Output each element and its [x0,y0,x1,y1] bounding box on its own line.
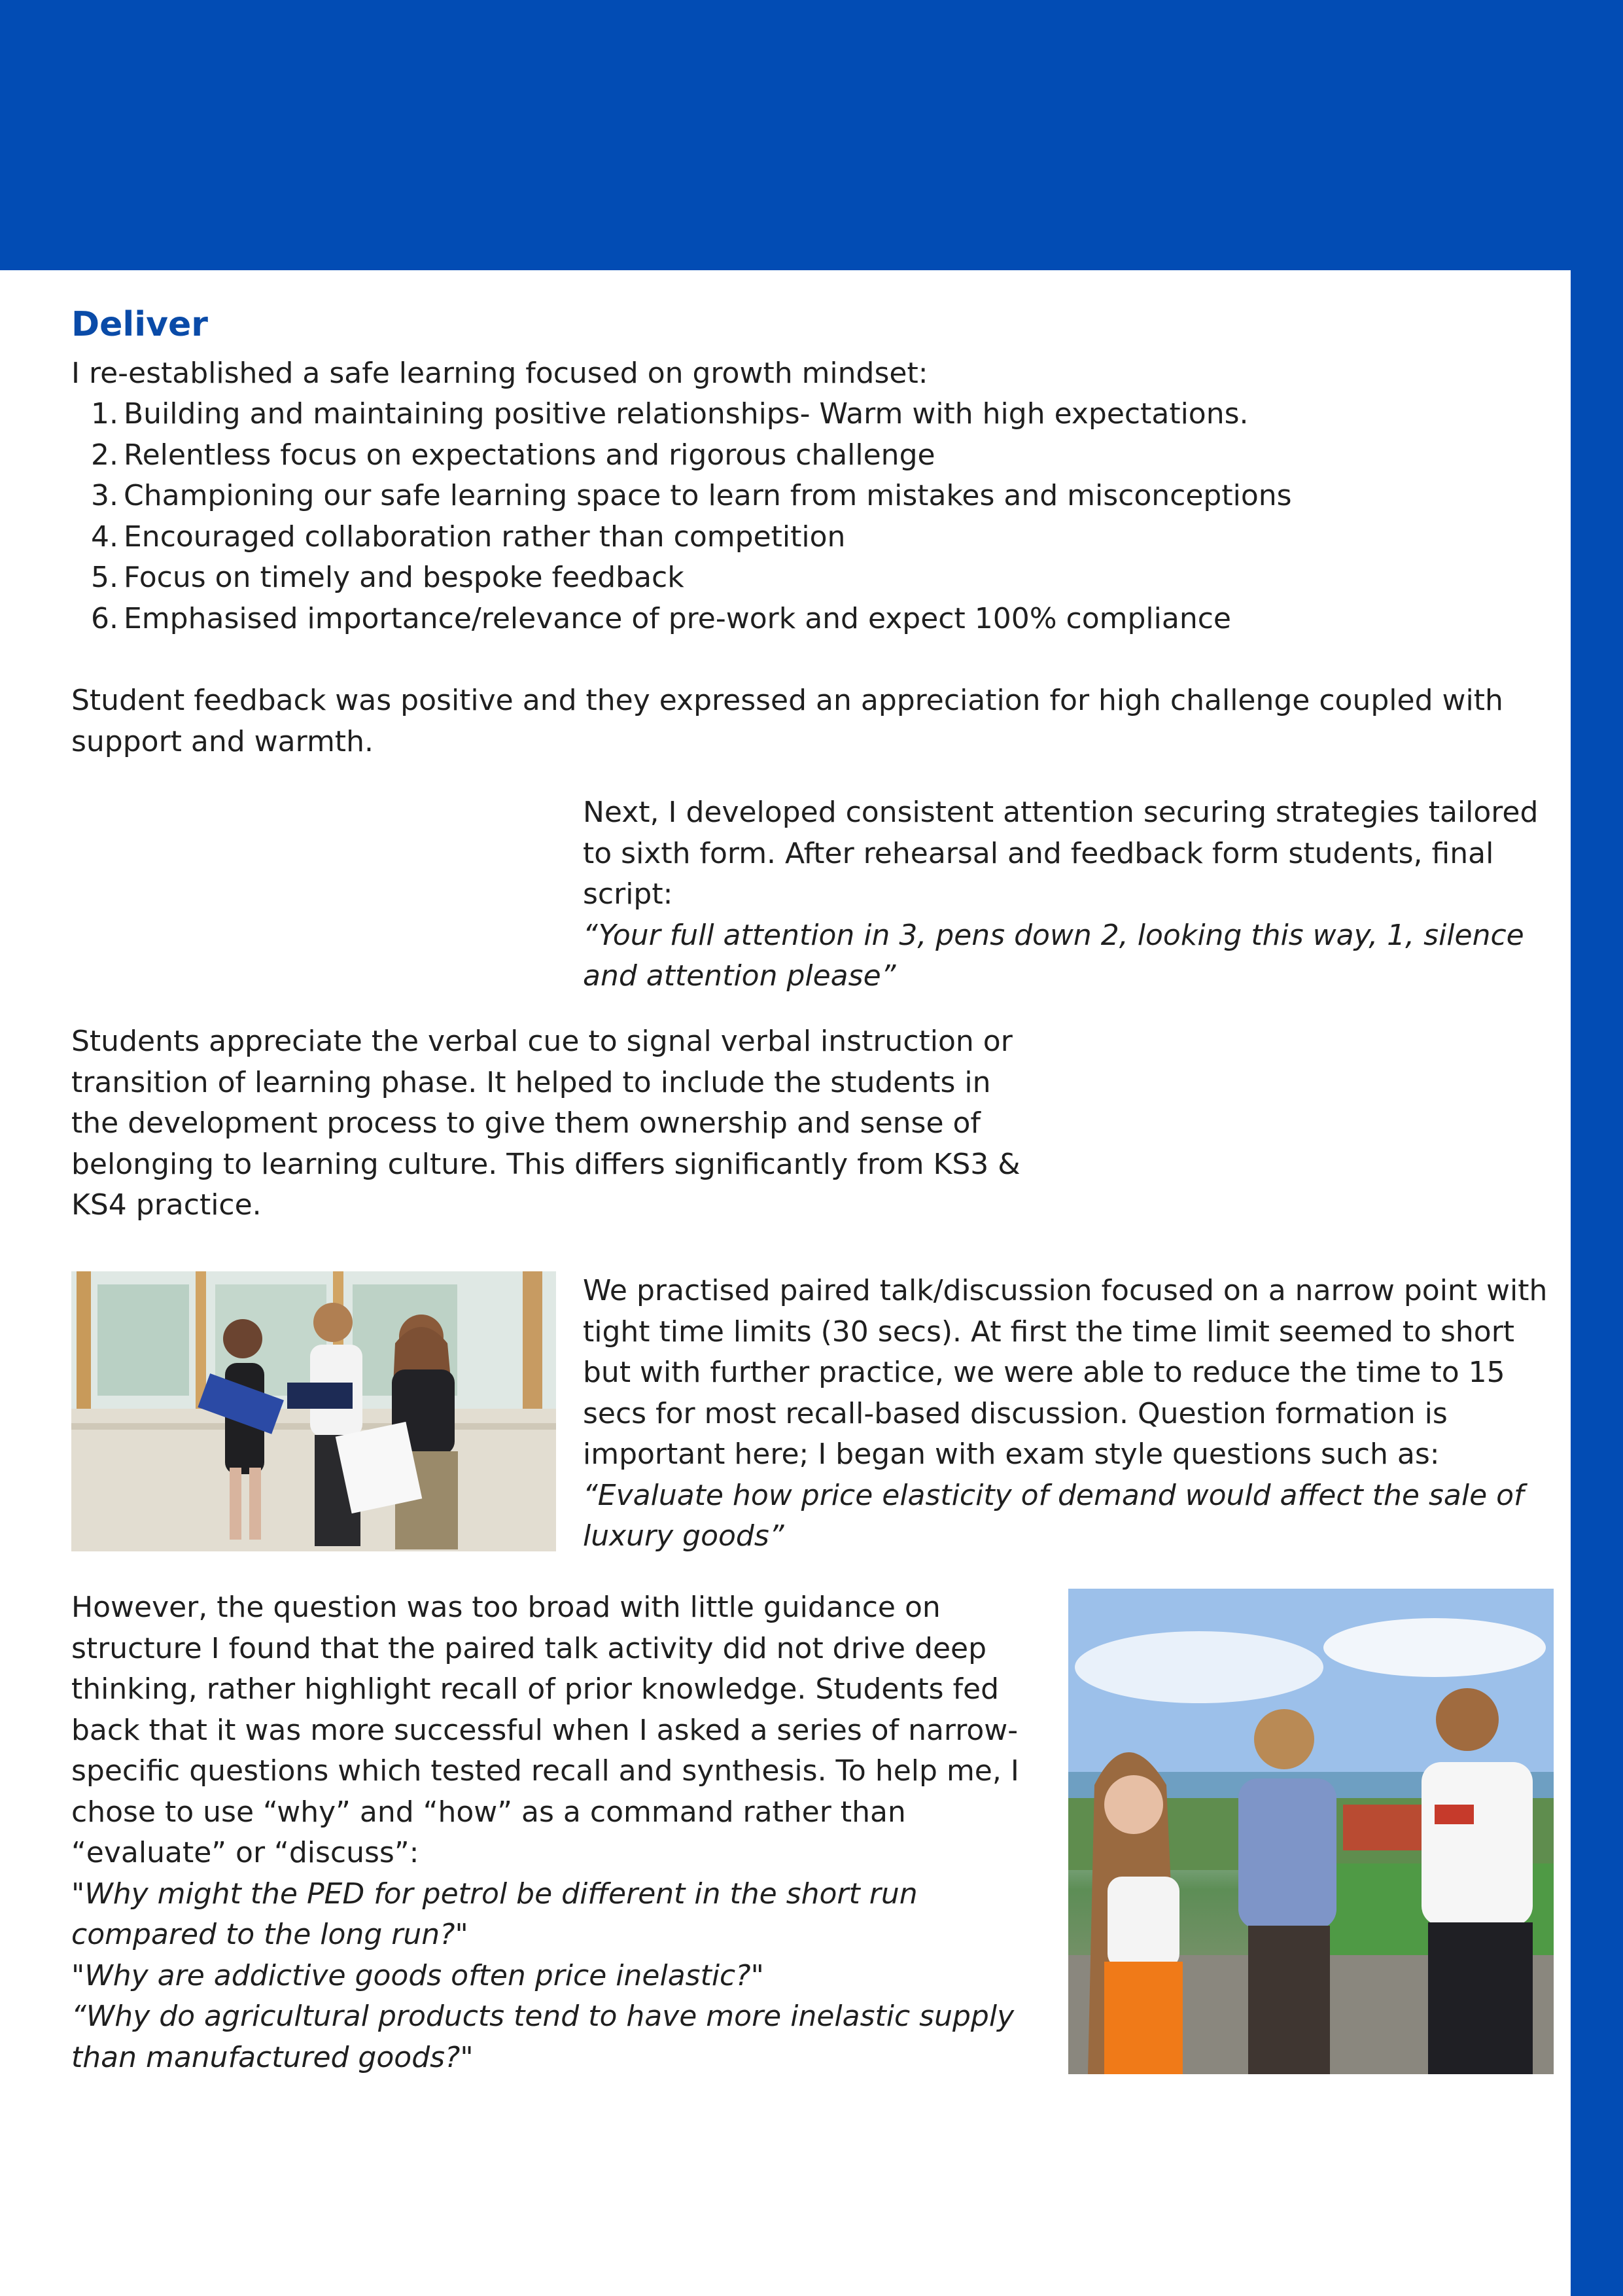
paired-talk-text: We practised paired talk/discussion focused on a narrow point with tight time limits (30 secs). At first the time limit seemed to short but with further practice, we were able to reduce the time to 15 secs for most recall-based discussion. Question formation is important here; I began with exam style questions such as: [583,1274,1548,1471]
question-quote: “Why do agricultural products tend to have more inelastic supply than manufactured goods?" [71,2000,1015,2074]
attention-text: Next, I developed consistent attention securing strategies tailored to sixth form. After rehearsal and feedback form students, final script: [583,796,1539,911]
list-number: 3. [91,479,118,512]
list-item-text: Building and maintaining positive relationships- Warm with high expectations. [124,397,1249,431]
question-quote: "Why are addictive goods often price inelastic?" [71,1958,764,1992]
list-number: 5. [91,561,118,594]
list-item [71,435,1556,476]
list-item [71,394,1556,435]
question-refinement-block [71,1587,1066,2078]
list-item-text: Relentless focus on expectations and rigorous challenge [124,438,935,472]
list-number: 4. [91,520,118,554]
section-title: Deliver [71,305,208,344]
list-number: 6. [91,601,118,635]
students-rooftop-photo [1068,1589,1554,2074]
list-number: 1. [91,397,118,431]
list-item [71,599,1556,640]
list-item-text: Championing our safe learning space to learn from mistakes and misconceptions [124,479,1292,512]
list-item-text: Emphasised importance/relevance of pre-work and expect 100% compliance [124,601,1231,635]
list-item [71,476,1556,517]
verbal-cue-text: Students appreciate the verbal cue to signal verbal instruction or transition of learning phase. It helped to include the students in the development process to give them ownership and sense of belonging to learning culture. This differs significantly from KS3 & KS4 practice. [71,1025,1021,1222]
growth-mindset-list [71,394,1556,639]
rooftop-photo-icon [1068,1589,1554,2074]
list-number: 2. [91,438,118,472]
classroom-photo-icon [71,1271,556,1551]
student-feedback-text: Student feedback was positive and they expressed an appreciation for high challenge coupled with support and warmth. [71,684,1503,758]
question-quote: "Why might the PED for petrol be different in the short run compared to the long run?" [71,1877,918,1951]
however-text: However, the question was too broad with little guidance on structure I found that the paired talk activity did not drive deep thinking, rather highlight recall of prior knowledge. Students fed back that it was more successful when I asked a series of narrow-specific questions which tested recall and synthesis. To help me, I chose to use “why” and “how” as a command rather than “evaluate” or “discuss”: [71,1591,1019,1869]
list-item [71,517,1556,558]
intro-text: I re-established a safe learning focused on growth mindset: [71,357,928,390]
paired-talk-quote: “Evaluate how price elasticity of demand would affect the sale of luxury goods” [583,1478,1524,1553]
attention-quote: “Your full attention in 3, pens down 2, looking this way, 1, silence and attention please” [583,918,1524,993]
list-item-text: Focus on timely and bespoke feedback [124,561,684,594]
side-band [1571,0,1623,2296]
attention-strategy-block [583,792,1558,997]
students-classroom-photo [71,1271,556,1551]
list-item [71,557,1556,599]
list-item-text: Encouraged collaboration rather than competition [124,520,846,554]
header-band [0,0,1623,270]
paired-talk-block [583,1271,1561,1557]
